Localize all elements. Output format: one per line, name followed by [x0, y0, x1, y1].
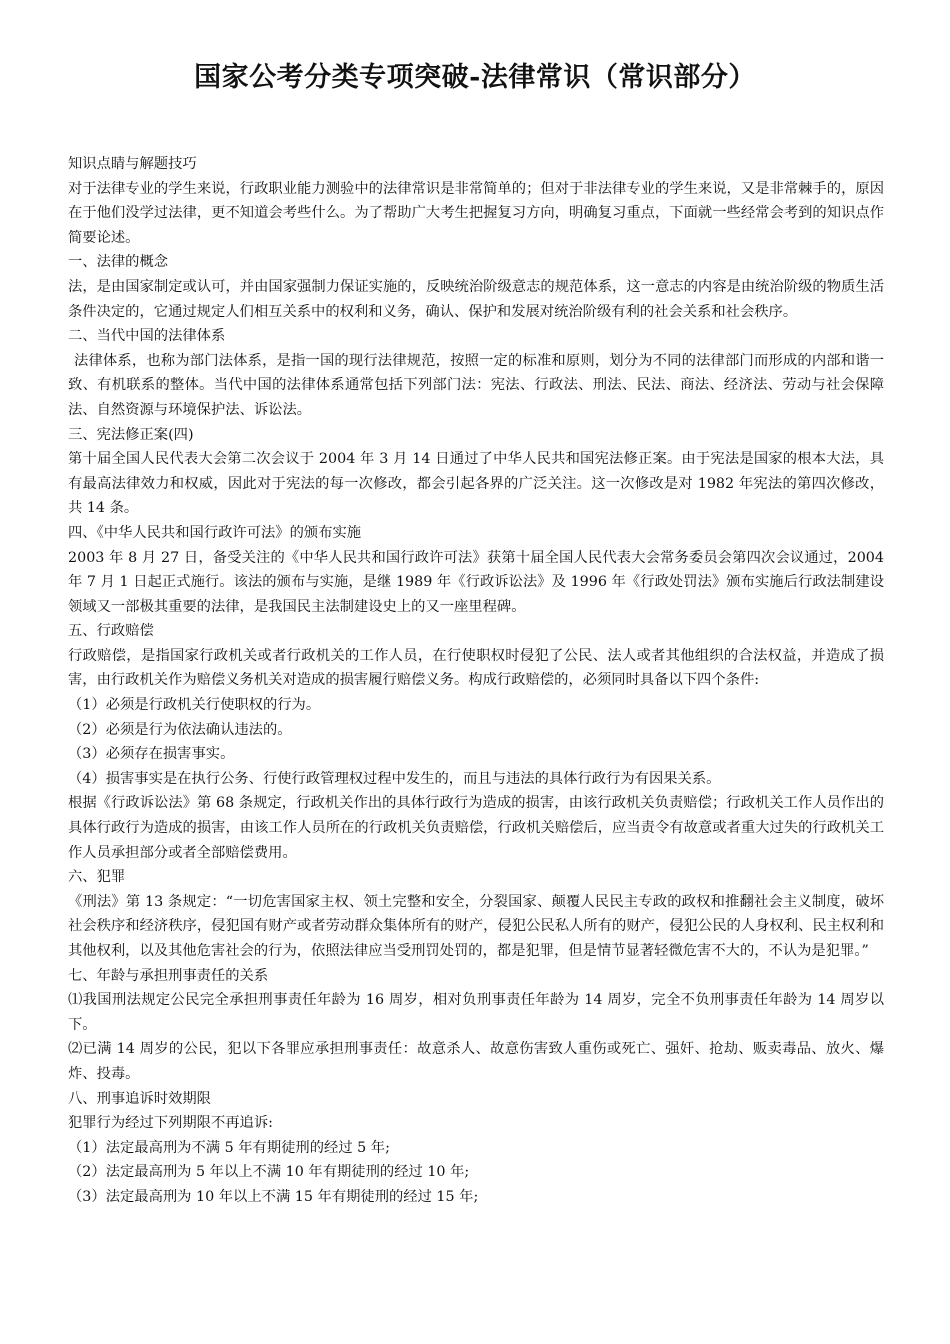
section-heading: 五、行政赔偿	[68, 623, 154, 640]
list-item: （4）损害事实是在执行公务、行使行政管理权过程中发生的，而且与违法的具体行政行为有因果关系。	[68, 770, 721, 787]
section-heading: 三、宪法修正案(四)	[68, 426, 194, 443]
section-heading: 六、犯罪	[68, 869, 126, 886]
list-item: （1）法定最高刑为不满 5 年有期徒刑的经过 5 年;	[68, 1139, 390, 1156]
section-paragraph: 根据《行政诉讼法》第 68 条规定，行政机关作出的具体行政行为造成的损害，由该行政机关负责赔偿；行政机关工作人员作出的具体行政行为造成的损害，由该工作人员所在的行政机关负责赔偿，行政机关赔偿后，应当责令有故意或者重大过失的行政机关工作人员承担部分或者全部赔偿费用。	[68, 795, 884, 861]
document-body	[68, 152, 884, 1210]
section-heading: 一、法律的概念	[68, 254, 169, 271]
list-item: （3）必须存在损害事实。	[68, 746, 235, 763]
list-item: （1）必须是行政机关行使职权的行为。	[68, 697, 321, 714]
section-paragraph: 2003 年 8 月 27 日，备受关注的《中华人民共和国行政许可法》获第十届全国人民代表大会常务委员会第四次会议通过，2004 年 7 月 1 日起正式施行。该法的颁布与实施，是继 1989 年《行政诉讼法》及 1996 年《行政处罚法》颁布实施后行政法制建设领域又一部极其重要的法律，是我国民主法制建设史上的又一座里程碑。	[68, 549, 884, 615]
intro-heading: 知识点睛与解题技巧	[68, 156, 197, 172]
list-item: （3）法定最高刑为 10 年以上不满 15 年有期徒刑的经过 15 年;	[68, 1188, 479, 1205]
section-paragraph: 《刑法》第 13 条规定：“一切危害国家主权、领土完整和安全，分裂国家、颠覆人民民主专政的政权和推翻社会主义制度，破坏社会秩序和经济秩序，侵犯国有财产或者劳动群众集体所有的财产，侵犯公民私人所有的财产，侵犯公民的人身权利、民主权利和其他权利，以及其他危害社会的行为，依照法律应当受刑罚处罚的，都是犯罪，但是情节显著轻微危害不大的，不认为是犯罪。”	[68, 893, 884, 959]
list-item: ⑴我国刑法规定公民完全承担刑事责任年龄为 16 周岁，相对负刑事责任年龄为 14 周岁，完全不负刑事责任年龄为 14 周岁以下。	[68, 992, 884, 1033]
list-item: （2）法定最高刑为 5 年以上不满 10 年有期徒刑的经过 10 年;	[68, 1164, 470, 1181]
section-paragraph: 法律体系，也称为部门法体系，是指一国的现行法律规范，按照一定的标准和原则，划分为不同的法律部门而形成的内部和谐一致、有机联系的整体。当代中国的法律体系通常包括下列部门法：宪法、行政法、刑法、民法、商法、经济法、劳动与社会保障法、自然资源与环境保护法、诉讼法。	[68, 352, 884, 418]
section-paragraph: 第十届全国人民代表大会第二次会议于 2004 年 3 月 14 日通过了中华人民共和国宪法修正案。由于宪法是国家的根本大法，具有最高法律效力和权威，因此对于宪法的每一次修改，都会引起各界的广泛关注。这一次修改是对 1982 年宪法的第四次修改，共 14 条。	[68, 451, 884, 517]
section-paragraph: 行政赔偿，是指国家行政机关或者行政机关的工作人员，在行使职权时侵犯了公民、法人或者其他组织的合法权益，并造成了损害，由行政机关作为赔偿义务机关对造成的损害履行赔偿义务。构成行政赔偿的，必须同时具备以下四个条件:	[68, 647, 884, 689]
section-heading: 二、当代中国的法律体系	[68, 328, 226, 345]
list-item: （2）必须是行为依法确认违法的。	[68, 721, 292, 738]
section-paragraph: 法，是由国家制定或认可，并由国家强制力保证实施的，反映统治阶级意志的规范体系，这一意志的内容是由统治阶级的物质生活条件决定的，它通过规定人们相互关系中的权利和义务，确认、保护和发展对统治阶级有利的社会关系和社会秩序。	[68, 278, 884, 320]
section-heading: 七、年龄与承担刑事责任的关系	[68, 967, 269, 984]
section-paragraph: 犯罪行为经过下列期限不再追诉:	[68, 1115, 273, 1132]
intro-paragraph: 对于法律专业的学生来说，行政职业能力测验中的法律常识是非常简单的；但对于非法律专业的学生来说，又是非常棘手的，原因在于他们没学过法律，更不知道会考些什么。为了帮助广大考生把握复习方向，明确复习重点，下面就一些经常会考到的知识点作简要论述。	[68, 180, 884, 246]
section-heading: 四、《中华人民共和国行政许可法》的颁布实施	[68, 524, 362, 541]
list-item: ⑵已满 14 周岁的公民，犯以下各罪应承担刑事责任：故意杀人、故意伤害致人重伤或死亡、强奸、抢劫、贩卖毒品、放火、爆炸、投毒。	[68, 1041, 884, 1082]
section-heading: 八、刑事追诉时效期限	[68, 1090, 211, 1107]
document-title: 国家公考分类专项突破-法律常识（常识部分）	[194, 62, 756, 93]
